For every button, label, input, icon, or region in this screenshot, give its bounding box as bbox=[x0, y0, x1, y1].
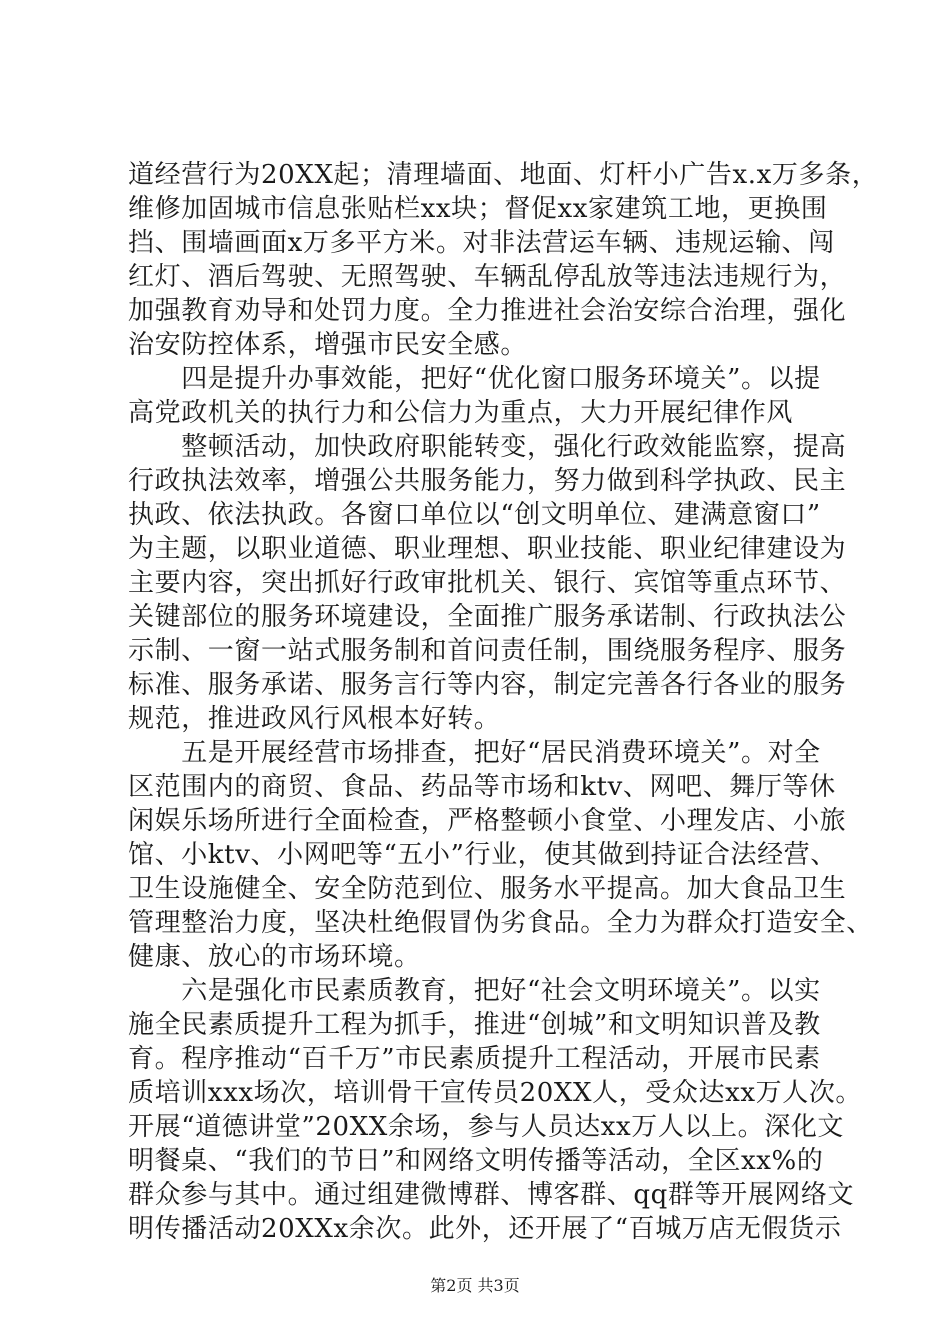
text-line: 管理整治力度，坚决杜绝假冒伪劣食品。全力为群众打造安全、 bbox=[128, 908, 873, 938]
text-line: 开展“道德讲堂”20XX余场，参与人员达xx万人以上。深化文 bbox=[128, 1112, 845, 1142]
text-line: 闲娱乐场所进行全面检查，严格整顿小食堂、小理发店、小旅 bbox=[128, 806, 847, 836]
text-line: 挡、围墙画面x万多平方米。对非法营运车辆、违规运输、闯 bbox=[128, 228, 835, 258]
text-line: 行政执法效率，增强公共服务能力，努力做到科学执政、民主 bbox=[128, 466, 847, 496]
text-line: 五是开展经营市场排查，把好“居民消费环境关”。对全 bbox=[128, 738, 821, 768]
text-line: 治安防控体系，增强市民安全感。 bbox=[128, 330, 528, 360]
text-line: 卫生设施健全、安全防范到位、服务水平提高。加大食品卫生 bbox=[128, 874, 847, 904]
text-line: 四是提升办事效能，把好“优化窗口服务环境关”。以提 bbox=[128, 364, 821, 394]
text-line: 群众参与其中。通过组建微博群、博客群、qq群等开展网络文 bbox=[128, 1180, 855, 1210]
text-line: 六是强化市民素质教育，把好“社会文明环境关”。以实 bbox=[128, 976, 821, 1006]
text-line: 育。程序推动“百千万”市民素质提升工程活动，开展市民素 bbox=[128, 1044, 821, 1074]
text-line: 馆、小ktv、小网吧等“五小”行业，使其做到持证合法经营、 bbox=[128, 840, 837, 870]
text-line: 明餐桌、“我们的节日”和网络文明传播等活动，全区xx%的 bbox=[128, 1146, 824, 1176]
text-line: 规范，推进政风行风根本好转。 bbox=[128, 704, 501, 734]
text-line: 红灯、酒后驾驶、无照驾驶、车辆乱停乱放等违法违规行为， bbox=[128, 262, 847, 292]
text-line: 整顿活动，加快政府职能转变，强化行政效能监察，提高 bbox=[128, 432, 847, 462]
text-line: 主要内容，突出抓好行政审批机关、银行、宾馆等重点环节、 bbox=[128, 568, 847, 598]
text-line: 施全民素质提升工程为抓手，推进“创城”和文明知识普及教 bbox=[128, 1010, 821, 1040]
text-line: 示制、一窗一站式服务制和首问责任制，围绕服务程序、服务 bbox=[128, 636, 847, 666]
text-line: 标准、服务承诺、服务言行等内容，制定完善各行各业的服务 bbox=[128, 670, 847, 700]
text-line: 高党政机关的执行力和公信力为重点，大力开展纪律作风 bbox=[128, 398, 794, 428]
document-body bbox=[128, 158, 879, 1246]
text-line: 道经营行为20XX起；清理墙面、地面、灯杆小广告x.x万多条， bbox=[128, 160, 879, 190]
text-line: 为主题，以职业道德、职业理想、职业技能、职业纪律建设为 bbox=[128, 534, 847, 564]
text-line: 区范围内的商贸、食品、药品等市场和ktv、网吧、舞厅等休 bbox=[128, 772, 836, 802]
page-number-footer: 第2页 共3页 bbox=[430, 1276, 520, 1295]
text-line: 质培训xxx场次，培训骨干宣传员20XX人，受众达xx万人次。 bbox=[128, 1078, 863, 1108]
text-line: 健康、放心的市场环境。 bbox=[128, 942, 421, 972]
text-line: 明传播活动20XXx余次。此外，还开展了“百城万店无假货示 bbox=[128, 1214, 842, 1244]
text-line: 执政、依法执政。各窗口单位以“创文明单位、建满意窗口” bbox=[128, 500, 821, 530]
text-line: 加强教育劝导和处罚力度。全力推进社会治安综合治理，强化 bbox=[128, 296, 847, 326]
text-line: 维修加固城市信息张贴栏xx块；督促xx家建筑工地，更换围 bbox=[128, 194, 828, 224]
text-line: 关键部位的服务环境建设，全面推广服务承诺制、行政执法公 bbox=[128, 602, 847, 632]
